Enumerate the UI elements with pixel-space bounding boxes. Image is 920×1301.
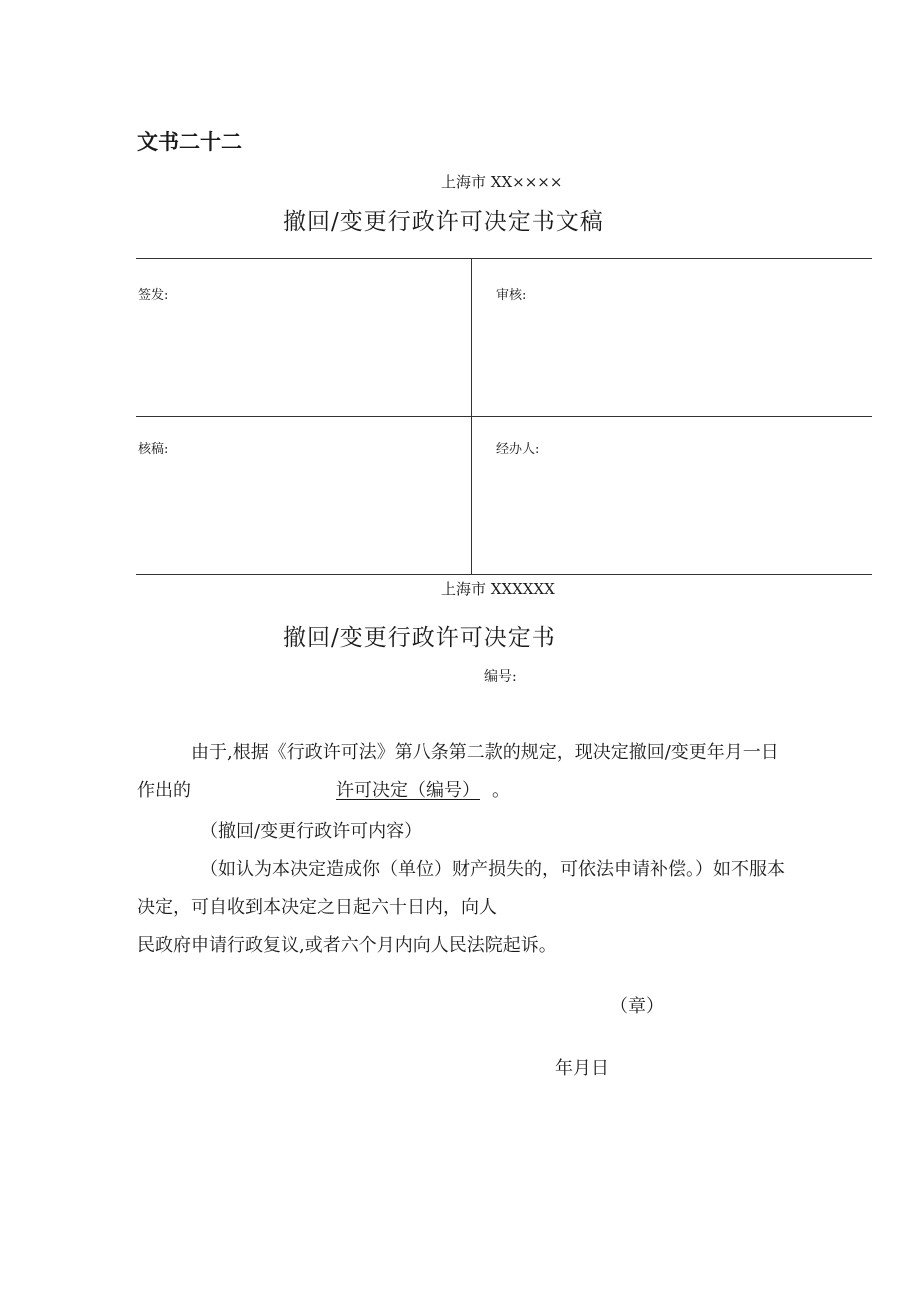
number-label: 编号: [484,669,517,685]
paragraph-1-line-2-prefix: 作出的 [137,780,191,801]
draft-title: 撤回/变更行政许可决定书文稿 [283,209,604,235]
table-bottom-border [136,574,872,575]
document-label: 文书二十二 [137,130,242,154]
review-label: 审核: [496,288,527,303]
decision-title: 撤回/变更行政许可决定书 [283,625,556,651]
paragraph-2-line-3: 民政府申请行政复议,或者六个月内向人民法院起诉。 [137,935,557,956]
draft-organization: 上海市 XX×××× [441,173,563,191]
paragraph-2-line-2: 决定，可自收到本决定之日起六十日内，向人 [137,897,497,918]
license-decision-number: 许可决定（编号） [336,780,480,801]
sign-label: 签发: [138,288,169,303]
check-label: 核稿: [138,442,169,457]
handler-label: 经办人: [496,442,540,457]
paragraph-2-line-1: （如认为本决定造成你（单位）财产损失的，可依法申请补偿。）如不服本 [200,859,785,880]
paragraph-1-line-2-suffix: 。 [492,780,510,801]
table-middle-border [136,416,872,417]
table-column-divider [471,258,472,575]
content-placeholder: （撤回/变更行政许可内容） [200,821,423,842]
decision-organization: 上海市 XXXXXX [441,580,555,598]
date-line: 年月日 [555,1058,609,1079]
seal-placeholder: （章） [610,996,664,1017]
table-top-border [136,258,872,259]
paragraph-1-line-1: 由于,根据《行政许可法》第八条第二款的规定，现决定撤回/变更年月一日 [191,742,779,763]
